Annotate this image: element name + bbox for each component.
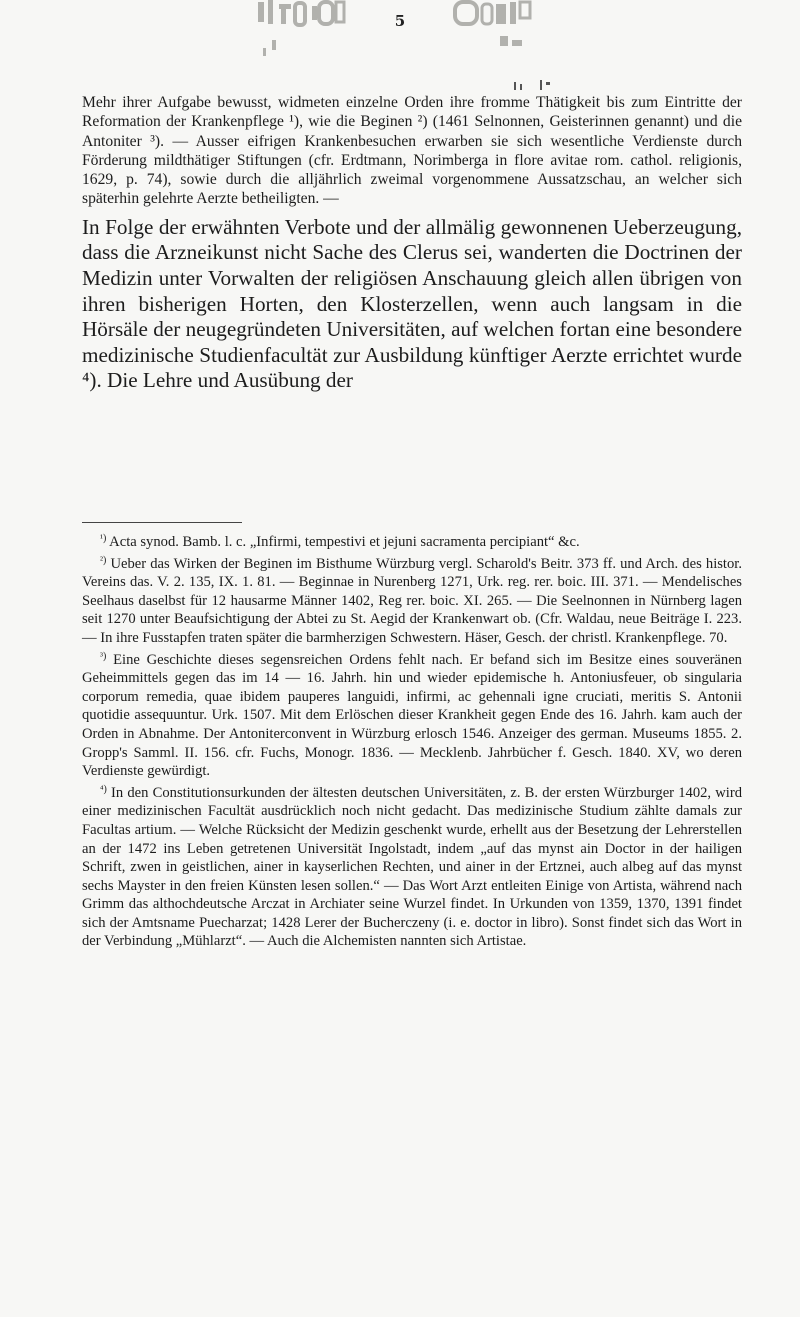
main-paragraph: In Folge der erwähnten Verbote und der allmälig gewonnenen Ueberzeugung, dass die Arzneikunst nicht Sache des Clerus sei, wanderten die Doctrinen der Medizin unter Vorwalten der religiösen Anschauung gleich allen übrigen von ihren bisherigen Horten, den Klosterzellen, wenn auch langsam in die Hörsäle der neugegründeten Universitäten, auf welchen fortan eine besondere medizinische Studienfacultät zur Ausbildung künftiger Aerzte errichtet wurde ⁴). Die Lehre und Ausübung der (82, 214, 742, 393)
footnote-separator (82, 522, 242, 523)
footnote-text: Ueber das Wirken der Beginen im Bisthume Würzburg vergl. Scharold's Beitr. 373 ff. und Arch. des histor. Vereins das. V. 2. 135, IX. 1. 81. — Beginnae in Nurenberg 1271, Urk. reg. rer. boic. III. 371. — Mendelisches Seelhaus daselbst für 12 hausarme Männer 1402, Reg rer. boic. XI. 265. — Die Seelnonnen in Nürnberg lagen seit 1270 unter Beaufsichtigung der Abtei zu St. Aegid der Krankenwart ob. (Cfr. Waldau, neue Beiträge I. 223. — In ihre Fusstapfen traten später die barmherzigen Schwestern. Häser, Gesch. der christl. Krankenpflege. 70. (82, 555, 742, 646)
footnote-text: Eine Geschichte dieses segensreichen Ordens fehlt nach. Er befand sich im Besitze eines souveränen Geheimmittels gegen das im 14 — 16. Jahrh. hin und wieder epidemische h. Antoniusfeuer, ob singularia corporum remedia, quae ibidem pauperes languidi, infirmi, ac gehennali igne cruciati, meritis S. Antonii quotidie assequuntur. Urk. 1507. Mit dem Erlöschen dieser Krankheit gegen Ende des 16. Jahrh. kam auch der Orden in Abnahme. Der Antoniterconvent in Würzburg erlosch 1546. Anzeiger des german. Museums 1855. 2. Gropp's Samml. II. 156. cfr. Fuchs, Monogr. 1836. — Mecklenb. Jahrbücher f. Gesch. 1840. XV, wo deren Verdienste gewürdigt. (82, 651, 742, 780)
footnote-2 (82, 552, 742, 648)
intro-paragraph: Mehr ihrer Aufgabe bewusst, widmeten einzelne Orden ihre fromme Thätigkeit bis zum Eintritte der Reformation der Krankenpflege ¹), wie die Beginen ²) (1461 Selnonnen, Geisterinnen genannt) und die Antoniter ³). — Ausser eifrigen Krankenbesuchen erwarben sie sich wesentliche Verdienste durch Förderung mildthätiger Stiftungen (cfr. Erdtmann, Norimberga in flore avitae rom. cathol. religionis, 1629, p. 74), sowie durch die alljährlich zweimal vorgenommene Aussatzschau, an welcher sich späterhin gelehrte Aerzte betheiligten. — (82, 94, 742, 208)
body-text (82, 93, 742, 394)
footnote-text: Acta synod. Bamb. l. c. „Infirmi, tempestivi et jejuni sacramenta percipiant“ &c. (109, 534, 580, 550)
footnote-4 (82, 781, 742, 951)
footnote-marker: ³) (100, 650, 107, 662)
page-number: 5 (394, 12, 406, 30)
footnote-3 (82, 648, 742, 781)
footnotes (82, 530, 742, 951)
footnote-marker: ²) (100, 554, 107, 566)
footnote-marker: ⁴) (100, 783, 107, 795)
footnote-text: In den Constitutionsurkunden der ältesten deutschen Universitäten, z. B. der ersten Würzburger 1402, wird einer medizinischen Facultät ausdrücklich noch nicht gedacht. Das medizinische Studium zählte damals zur Facultas artium. — Welche Rücksicht der Medizin geschenkt wurde, erhellt aus der Besetzung der Lehrerstellen an der 1472 ins Leben getretenen Universität Ingolstadt, indem „auf das mynst ain Doctor in der hailigen Schrift, zwen in geistlichen, ainer in kayserlichen Rechten, und ainer in der Ertznei, auch albeg auf das mynst sechs Mayster in den freien Künsten lesen sollen.“ — Das Wort Arzt entleiten Einige von Artista, während nach Grimm das althochdeutsche Arczat in Archiater seine Wurzel findet. In Urkunden von 1359, 1370, 1391 findet sich der Amtsname Puecharzat; 1428 Lerer der Bucherczeny (i. e. doctor in libro). Sonst findet sich das Wort in der Verbindung „Mühlarzt“. — Auch die Alchemisten nannten sich Artistae. (82, 784, 742, 950)
footnote-marker: ¹) (100, 533, 107, 544)
footnote-1 (82, 530, 742, 552)
